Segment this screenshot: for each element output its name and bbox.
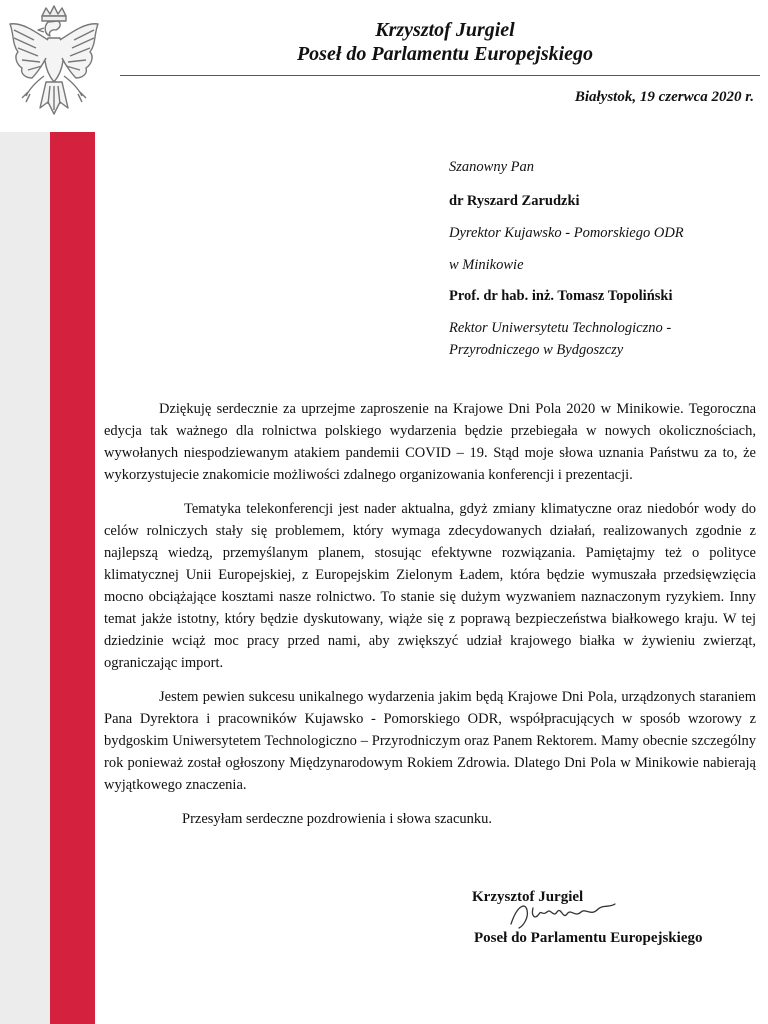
body-paragraph-1: Dziękuję serdecznie za uprzejme zaproszenie na Krajowe Dni Pola 2020 w Minikowie. Tegoroczna edycja tak ważnego dla rolnictwa polskiego wydarzenia będzie przebiegała w nowych okolicznościach, wywołanych niespodziewanym atakiem pandemii COVID – 19. Stąd moje słowa uznania Państwu za to, że wykorzystujecie znakomicie możliwości zdalnego organizowania konferencji i prezentacji.	[104, 401, 756, 483]
recipient-name-1: dr Ryszard Zarudzki	[449, 193, 580, 209]
handwritten-signature	[505, 896, 625, 932]
flag-red-stripe	[50, 132, 95, 1024]
letter-body	[104, 398, 756, 842]
recipient-title-1: Dyrektor Kujawsko - Pomorskiego ODR	[449, 225, 684, 241]
header-name: Krzysztof Jurgiel	[375, 19, 515, 41]
recipient-title-2-line-2: Przyrodniczego w Bydgoszczy	[449, 342, 624, 358]
date-line: Białystok, 19 czerwca 2020 r.	[574, 89, 754, 105]
header-position: Poseł do Parlamentu Europejskiego	[296, 43, 594, 65]
signature-name: Krzysztof Jurgiel	[472, 889, 584, 905]
header-divider	[120, 75, 760, 76]
recipient-name-2: Prof. dr hab. inż. Tomasz Topoliński	[449, 288, 673, 304]
recipient-salutation: Szanowny Pan	[449, 159, 534, 175]
recipient-place-1: w Minikowie	[449, 257, 524, 273]
recipient-title-2-line-1: Rektor Uniwersytetu Technologiczno -	[449, 320, 672, 336]
flag-white-stripe	[0, 132, 50, 1024]
body-paragraph-2: Tematyka telekonferencji jest nader aktualna, gdyż zmiany klimatyczne oraz niedobór wody do celów rolniczych stały się problemem, który wymaga zdecydowanych działań, realizowanych zgodnie z najlepszą wiedzą, przemyślanym planem, stosując efektywne rozwiązania. Pamiętajmy też o polityce klimatycznej Unii Europejskiej, z Europejskim Zielonym Ładem, która będzie wymuszała przedsięwzięcia mocno obciążające kosztami nasze rolnictwo. To stanie się dużym wyzwaniem naznaczonym ryzykiem. Inny temat jakże istotny, który będzie dyskutowany, wiąże się z poprawą bezpieczeństwa białkowego kraju. W tej dziedzinie wciąż moc pracy przed nami, aby zwiększyć udział krajowego białka w żywieniu zwierząt, ograniczając import.	[104, 501, 756, 671]
body-paragraph-3: Jestem pewien sukcesu unikalnego wydarzenia jakim będą Krajowe Dni Pola, urządzonych staraniem Pana Dyrektora i pracowników Kujawsko - Pomorskiego ODR, współpracujących w sposób wzorowy z bydgoskim Uniwersytetem Technologiczno – Przyrodniczym oraz Panem Rektorem. Mamy obecnie szczególny rok ponieważ został ogłoszony Międzynarodowym Rokiem Zdrowia. Dlatego Dni Pola w Minikowie nabierają wyjątkowego znaczenia.	[104, 689, 756, 793]
signature-position: Poseł do Parlamentu Europejskiego	[474, 930, 703, 946]
white-eagle-icon	[4, 4, 104, 126]
body-paragraph-4: Przesyłam serdeczne pozdrowienia i słowa szacunku.	[182, 811, 493, 827]
